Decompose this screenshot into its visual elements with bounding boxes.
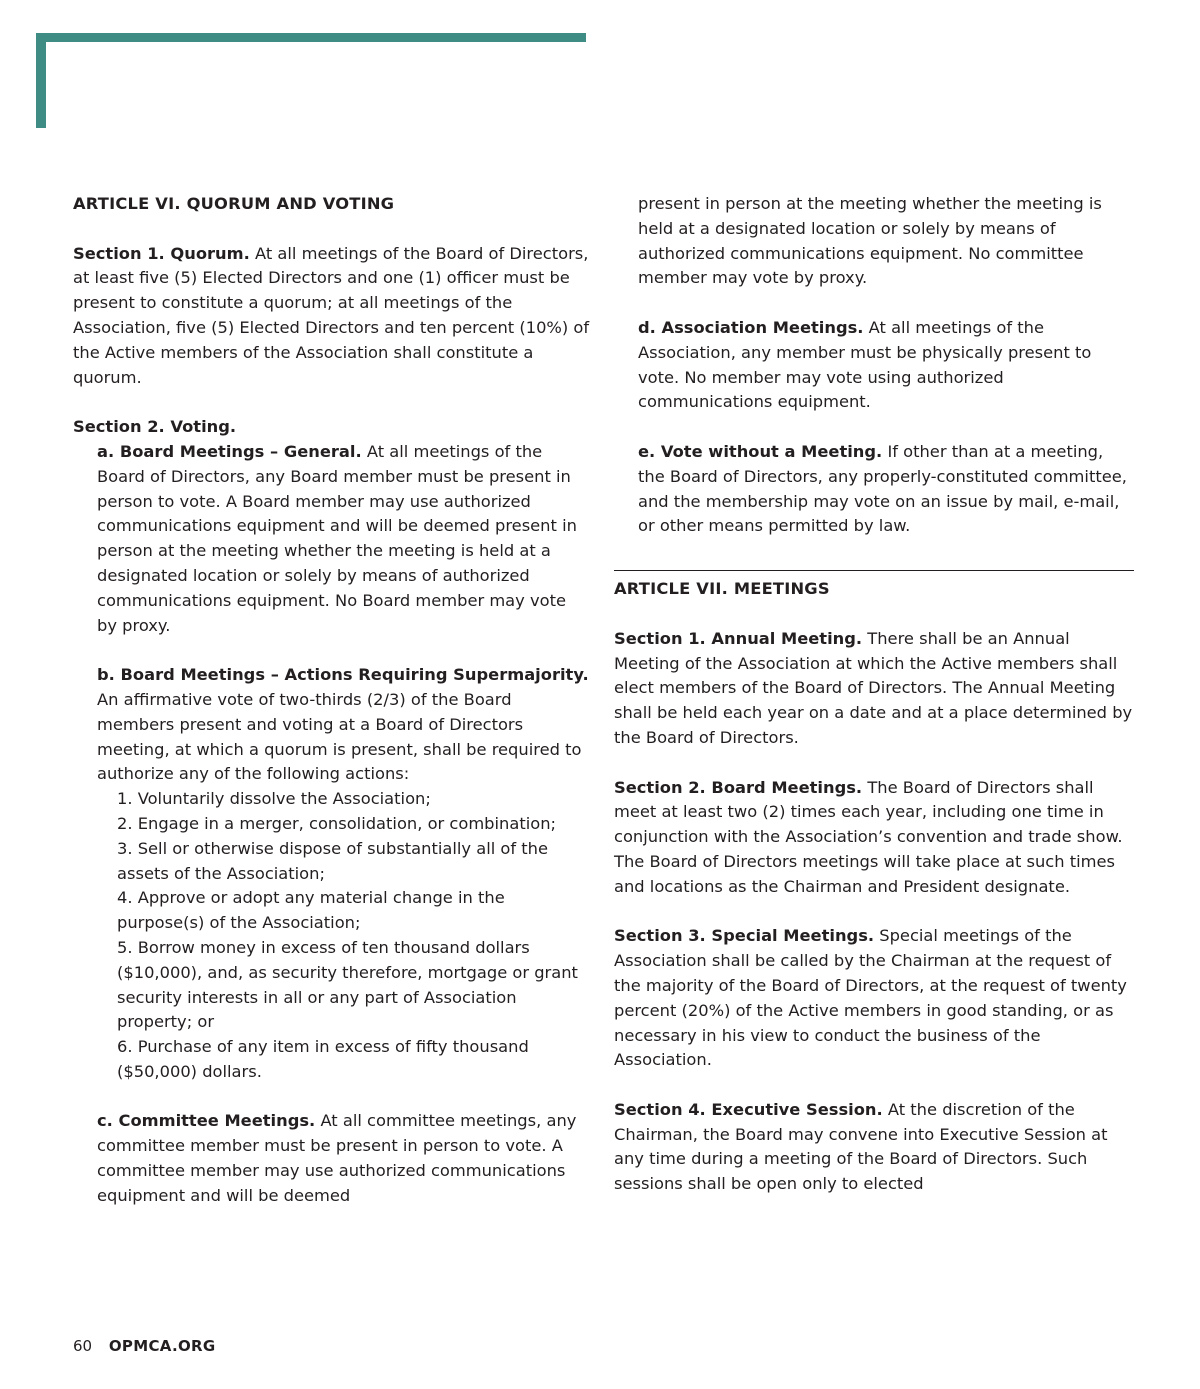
subsection-text: If other than at a meeting, the Board of Directors, any properly-constituted committee, and the membership may vote on an issue by mail, e-mail, or other means permitted by law. [638,441,1127,536]
subsection-text: An affirmative vote of two-thirds (2/3) of the Board members present and voting at a Board of Directors meeting, at which a quorum is present, shall be required to authorize any of the following actions: [97,689,582,784]
subsection-text: At all committee meetings, any committee member must be present in person to vote. A committee member may use authorized communications equipment and will be deemed [97,1111,577,1205]
left-column [73,192,591,1233]
subsection-e [614,440,1134,539]
article-vii-title: ARTICLE VII. MEETINGS [614,579,830,599]
subsection-label: a. Board Meetings – General. [97,441,362,461]
subsection-label: c. Committee Meetings. [97,1111,316,1131]
page-number: 60 [73,1337,93,1355]
section-3-special-meetings [614,924,1134,1073]
site-link[interactable]: OPMCA.ORG [108,1337,216,1355]
section-text: There shall be an Annual Meeting of the Association at which the Active members shall elect members of the Board of Directors. The Annual Meeting shall be held each year on a date and at a place determined by the Board of Directors. [614,628,1133,747]
list-item: 5. Borrow money in excess of ten thousand dollars ($10,000), and, as security therefore, mortgage or grant security interests in all or any part of Association property; or [117,937,578,1032]
section-2-voting-label: Section 2. Voting. [73,417,237,437]
subsection-label: d. Association Meetings. [638,317,864,337]
section-text: At all meetings of the Board of Directors, at least five (5) Elected Directors and one (1) officer must be present to constitute a quorum; at all meetings of the Association, five (5) Elected Directors and ten percent (10%) of the Active members of the Association shall constitute a quorum. [73,243,590,387]
accent-bar-vertical [36,33,46,128]
section-text: The Board of Directors shall meet at least two (2) times each year, including one time in conjunction with the Association’s convention and trade show. The Board of Directors meetings will take place at such times and locations as the Chairman and President designate. [614,777,1123,896]
list-item: 6. Purchase of any item in excess of fifty thousand ($50,000) dollars. [117,1037,529,1081]
right-column [614,192,1134,1197]
subsection-label: e. Vote without a Meeting. [638,441,883,461]
section-label: Section 3. Special Meetings. [614,926,875,946]
accent-bar-horizontal [36,33,586,42]
page-footer [73,1336,215,1356]
list-item: 3. Sell or otherwise dispose of substantially all of the assets of the Association; [117,838,549,883]
subsection-d [614,316,1134,415]
list-item: 1. Voluntarily dissolve the Association; [117,789,431,809]
section-1-annual-meeting [614,627,1134,751]
section-label: Section 4. Executive Session. [614,1099,883,1119]
section-label: Section 1. Annual Meeting. [614,628,863,648]
section-label: Section 1. Quorum. [73,243,250,263]
subsection-c-continued: present in person at the meeting whether the meeting is held at a designated location or solely by means of authorized communications equipment. No committee member may vote by proxy. [638,194,1102,288]
section-1-quorum [73,242,591,391]
section-2-board-meetings [614,776,1134,900]
section-text: Special meetings of the Association shall be called by the Chairman at the request of the majority of the Board of Directors, at the request of twenty percent (20%) of the Active members in good standing, or as necessary in his view to conduct the business of the Association. [614,926,1127,1070]
subsection-text: At all meetings of the Board of Directors, any Board member must be present in person to vote. A Board member may use authorized communications equipment and will be deemed present in person at the meeting whether the meeting is held at a designated location or solely by means of authorized communications equipment. No Board member may vote by proxy. [97,441,577,635]
list-item: 4. Approve or adopt any material change in the purpose(s) of the Association; [117,888,505,933]
section-4-executive-session [614,1098,1134,1197]
subsection-a [73,440,591,638]
actions-list [73,787,591,1085]
subsection-c [73,1109,591,1208]
section-text: At the discretion of the Chairman, the Board may convene into Executive Session at any time during a meeting of the Board of Directors. Such sessions shall be open only to elected [614,1099,1108,1194]
article-vi-title: ARTICLE VI. QUORUM AND VOTING [73,194,395,213]
subsection-b [73,663,591,787]
subsection-label: b. Board Meetings – Actions Requiring Supermajority. [97,665,589,685]
subsection-text: At all meetings of the Association, any member must be physically present to vote. No member may vote using authorized communications equipment. [638,317,1092,412]
section-divider [614,570,1134,571]
list-item: 2. Engage in a merger, consolidation, or combination; [117,813,557,833]
section-label: Section 2. Board Meetings. [614,777,863,797]
